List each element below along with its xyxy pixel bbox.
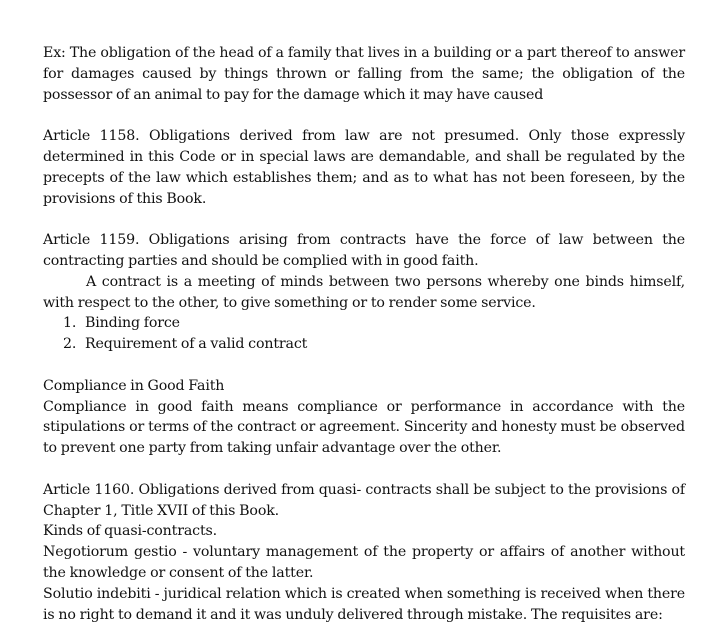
- paragraph-gap: [43, 209, 685, 230]
- contract-elements-list: [43, 313, 685, 355]
- list-item-number: 2.: [63, 336, 77, 353]
- document-page: [43, 43, 685, 625]
- compliance-paragraph: Compliance in good faith means compliance or performance in accordance with the stipulations or terms of the contract or agreement. Sincerity and honesty must be observed to prevent one party from taking unfair advantage over the other.: [43, 398, 685, 457]
- compliance-heading: Compliance in Good Faith: [43, 377, 225, 394]
- contract-definition-paragraph: A contract is a meeting of minds between two persons whereby one binds himself, with respect to the other, to give something or to render some service.: [43, 273, 685, 311]
- list-item-text: Binding force: [85, 315, 180, 332]
- list-item-number: 1.: [63, 315, 77, 332]
- list-item: [43, 313, 685, 334]
- paragraph-gap: [43, 459, 685, 480]
- list-item-text: Requirement of a valid contract: [85, 336, 308, 353]
- solutio-indebiti-paragraph: Solutio indebiti - juridical relation which is created when something is received when there is no right to demand it and it was unduly delivered through mistake. The requisites are:: [43, 585, 685, 623]
- article-1160-paragraph: Article 1160. Obligations derived from quasi- contracts shall be subject to the provisions of Chapter 1, Title XVII of this Book.: [43, 481, 685, 519]
- article-1159-paragraph: Article 1159. Obligations arising from contracts have the force of law between the contracting parties and should be complied with in good faith.: [43, 232, 685, 269]
- paragraph-gap: [43, 355, 685, 376]
- article-1158-paragraph: Article 1158. Obligations derived from law are not presumed. Only those expressly determined in this Code or in special laws are demandable, and shall be regulated by the precepts of the law which establishes them; and as to what has not been foreseen, by the provisions of this Book.: [43, 128, 685, 207]
- kinds-heading: Kinds of quasi-contracts.: [43, 523, 217, 540]
- list-item: [43, 334, 685, 355]
- negotiorum-gestio-paragraph: Negotiorum gestio - voluntary management of the property or affairs of another without the knowledge or consent of the latter.: [43, 544, 685, 581]
- example-paragraph: Ex: The obligation of the head of a family that lives in a building or a part thereof to answer for damages caused by things thrown or falling from the same; the obligation of the possessor of an animal to pay for the damage which it may have caused: [43, 45, 685, 103]
- paragraph-gap: [43, 105, 685, 126]
